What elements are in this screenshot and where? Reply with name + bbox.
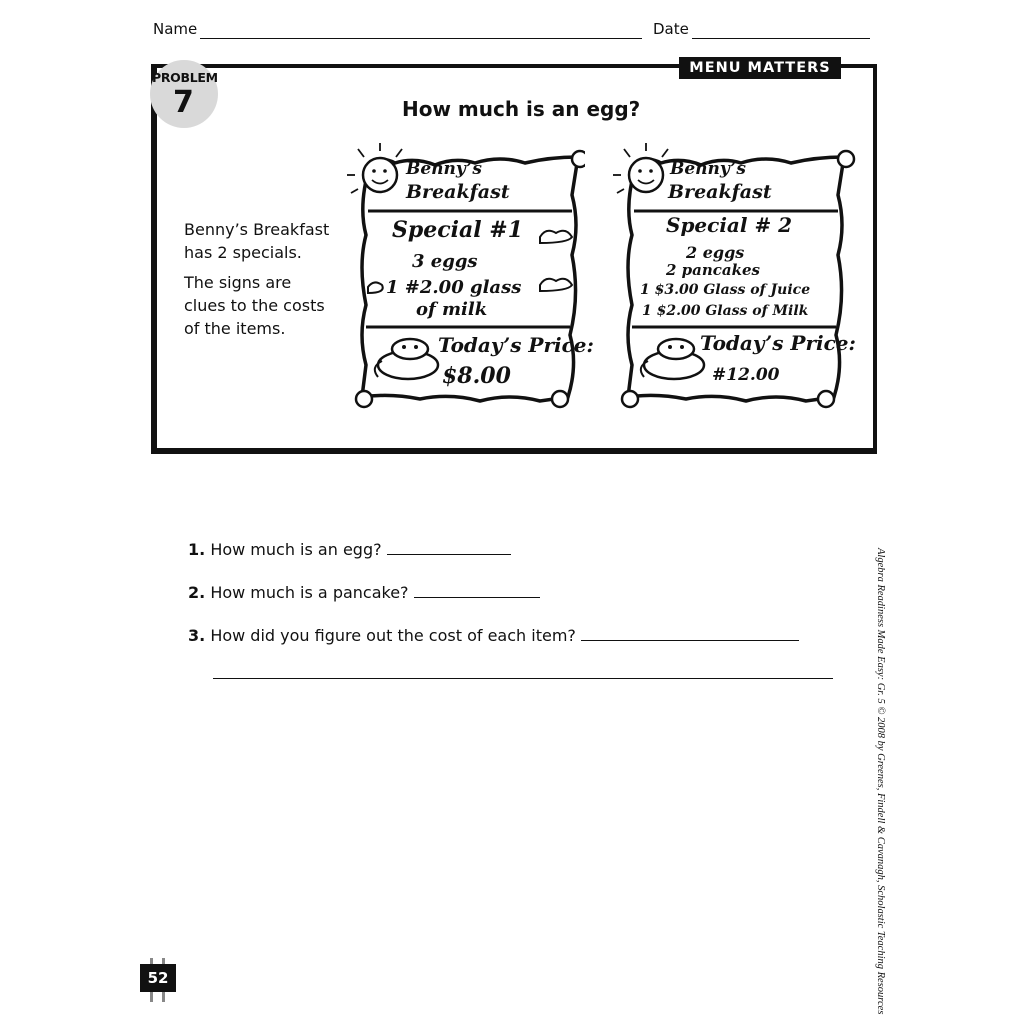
question-2	[188, 583, 540, 602]
sun-icon	[363, 158, 397, 192]
answer-line-1[interactable]	[387, 553, 511, 555]
description-line: The signs are	[184, 273, 292, 292]
special-1-sign	[340, 135, 594, 410]
problem-title: How much is an egg?	[402, 97, 641, 121]
question-3	[188, 626, 799, 645]
sun-icon	[629, 158, 663, 192]
sign-brand-line2: Breakfast	[668, 181, 772, 203]
sign-item: 1 #2.00 glass	[386, 277, 522, 298]
description-line: of the items.	[184, 319, 286, 338]
answer-line-2[interactable]	[414, 596, 540, 598]
sign-brand-line1: Benny’s	[406, 159, 482, 179]
description-line: clues to the costs	[184, 296, 325, 315]
question-number: 1.	[188, 540, 206, 559]
special-2-sign	[606, 135, 856, 410]
menu-matters-badge: MENU MATTERS	[679, 57, 841, 79]
question-text: How much is an egg?	[210, 540, 382, 559]
question-number: 2.	[188, 583, 206, 602]
sign-brand-line2: Breakfast	[406, 181, 510, 203]
copyright-text: Algebra Readiness Made Easy: Gr. 5 © 2008 by Greenes, Findell & Cavanagh, Scholastic Teaching Resources	[875, 548, 886, 1015]
sign-item: of milk	[416, 299, 488, 320]
question-number: 3.	[188, 626, 206, 645]
sign-price: $8.00	[442, 363, 511, 389]
page-number: 52	[140, 964, 176, 992]
sign-item: 2 pancakes	[666, 261, 761, 279]
sign-price-label: Today’s Price:	[700, 331, 856, 355]
question-text: How did you figure out the cost of each item?	[210, 626, 576, 645]
name-label: Name	[153, 20, 198, 38]
problem-label: PROBLEM	[152, 70, 218, 85]
date-label: Date	[653, 20, 689, 38]
copyright-credit	[872, 548, 886, 1015]
sign-price: #12.00	[712, 365, 780, 385]
sign-special-title: Special #1	[392, 217, 524, 243]
sign-price-label: Today’s Price:	[438, 333, 594, 357]
date-line[interactable]	[692, 38, 870, 39]
description-line: Benny’s Breakfast	[184, 220, 330, 239]
answer-line-3b[interactable]	[213, 678, 833, 679]
sign-item: 2 eggs	[686, 243, 745, 262]
sign-item: 1 $3.00 Glass of Juice	[640, 282, 811, 298]
name-line[interactable]	[200, 38, 642, 39]
sign-brand-line1: Benny’s	[670, 159, 746, 179]
answer-line-3[interactable]	[581, 639, 799, 641]
sign-item: 1 $2.00 Glass of Milk	[642, 303, 809, 319]
sign-special-title: Special # 2	[666, 213, 793, 237]
description-line: has 2 specials.	[184, 243, 302, 262]
question-text: How much is a pancake?	[210, 583, 409, 602]
problem-number: 7	[173, 85, 194, 120]
question-1	[188, 540, 511, 559]
sign-item: 3 eggs	[412, 251, 478, 272]
